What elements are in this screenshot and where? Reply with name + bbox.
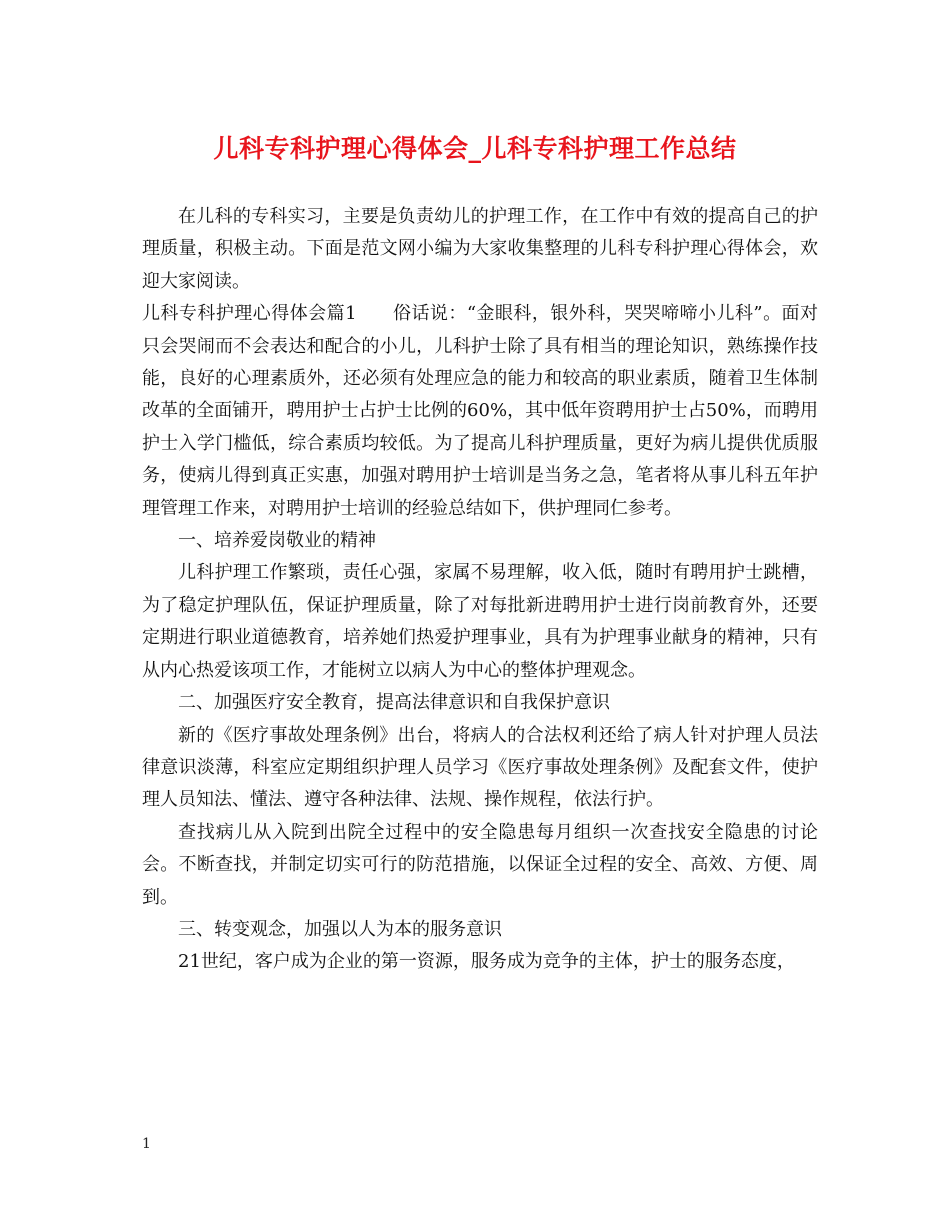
document-body bbox=[142, 201, 818, 979]
chapter-paragraph bbox=[142, 298, 818, 525]
intro-paragraph: 在儿科的专科实习，主要是负责幼儿的护理工作，在工作中有效的提高自己的护理质量，积极主动。下面是范文网小编为大家收集整理的儿科专科护理心得体会，欢迎大家阅读。 bbox=[142, 206, 818, 292]
section-2-paragraph-1: 新的《医疗事故处理条例》出台，将病人的合法权利还给了病人针对护理人员法律意识淡薄，科室应定期组织护理人员学习《医疗事故处理条例》及配套文件，使护理人员知法、懂法、遵守各种法律、法规、操作规程，依法行护。 bbox=[142, 724, 818, 811]
section-3-paragraph-1: 21世纪，客户成为企业的第一资源，服务成为竞争的主体，护士的服务态度， bbox=[178, 951, 795, 973]
section-heading-2: 二、加强医疗安全教育，提高法律意识和自我保护意识 bbox=[178, 692, 610, 714]
page-number: 1 bbox=[142, 1136, 151, 1152]
document-title: 儿科专科护理心得体会_儿科专科护理工作总结 bbox=[213, 134, 737, 163]
section-heading-3: 三、转变观念，加强以人为本的服务意识 bbox=[178, 918, 502, 940]
section-2-paragraph-2: 查找病儿从入院到出院全过程中的安全隐患每月组织一次查找安全隐患的讨论会。不断查找，并制定切实可行的防范措施，以保证全过程的安全、高效、方便、周到。 bbox=[142, 821, 818, 908]
chapter-label: 儿科专科护理心得体会篇1 bbox=[142, 303, 357, 325]
section-1-paragraph-1: 儿科护理工作繁琐，责任心强，家属不易理解，收入低，随时有聘用护士跳槽，为了稳定护理队伍，保证护理质量，除了对每批新进聘用护士进行岗前教育外，还要定期进行职业道德教育，培养她们热爱护理事业，具有为护理事业献身的精神，只有从内心热爱该项工作，才能树立以病人为中心的整体护理观念。 bbox=[142, 562, 818, 681]
section-heading-1: 一、培养爱岗敬业的精神 bbox=[178, 530, 376, 552]
chapter-text: 俗话说：“金眼科，银外科，哭哭啼啼小儿科”。面对只会哭闹而不会表达和配合的小儿，儿科护士除了具有相当的理论知识，熟练操作技能，良好的心理素质外，还必须有处理应急的能力和较高的职业素质，随着卫生体制改革的全面铺开，聘用护士占护士比例的60%，其中低年资聘用护士占50%，而聘用护士入学门槛低，综合素质均较低。为了提高儿科护理质量，更好为病儿提供优质服务，使病儿得到真正实惠，加强对聘用护士培训是当务之急，笔者将从事儿科五年护理管理工作来，对聘用护士培训的经验总结如下，供护理同仁参考。 bbox=[142, 303, 819, 519]
